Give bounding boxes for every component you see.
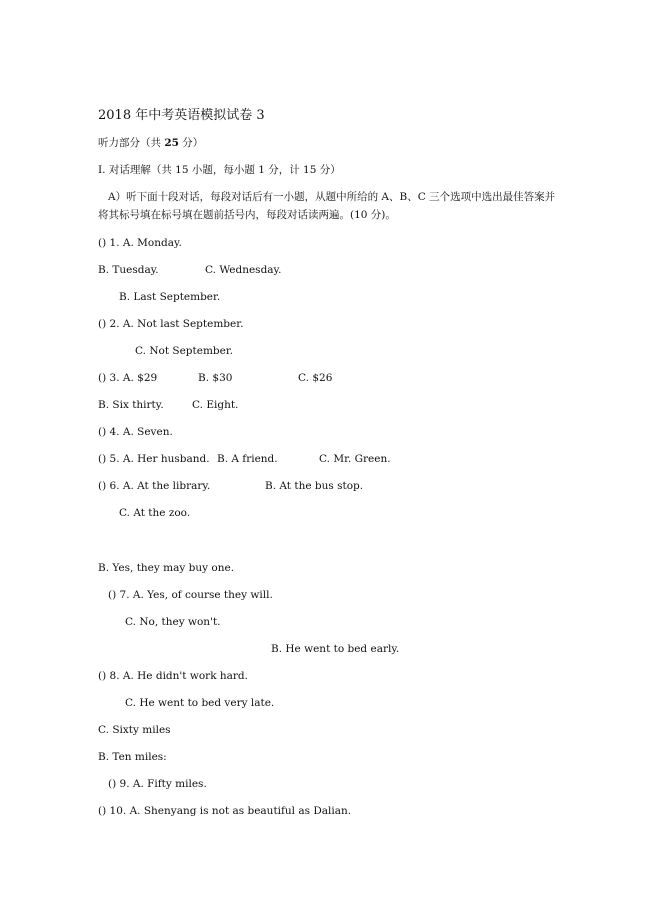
option-line: B. He went to bed early.	[271, 643, 400, 655]
listening-points: 25	[164, 137, 179, 149]
question-1: () 1. A. Monday.	[98, 237, 182, 249]
option-line: C. Eight.	[192, 399, 239, 411]
question-4: () 4. A. Seven.	[98, 426, 173, 438]
listening-header-after: 分）	[178, 137, 204, 149]
exam-title: 2018 年中考英语模拟试卷 3	[98, 108, 265, 123]
option-line: C. Not September.	[135, 345, 234, 357]
question-5: () 5. A. Her husband.	[98, 453, 210, 465]
listening-section-header	[98, 136, 203, 150]
question-9: () 9. A. Fifty miles.	[108, 778, 207, 790]
question-10: () 10. A. Shenyang is not as beautiful as Dalian.	[98, 805, 352, 817]
option-line: B. Tuesday.	[98, 264, 159, 276]
listening-header-before: 听力部分（共	[98, 137, 165, 149]
option-line: B. $30	[198, 372, 233, 384]
option-line: B. At the bus stop.	[265, 480, 364, 492]
option-line: B. Last September.	[119, 291, 221, 303]
option-line: B. Ten miles:	[98, 751, 167, 763]
option-line: C. No, they won't.	[125, 616, 221, 628]
option-line: C. Wednesday.	[205, 264, 282, 276]
option-line: B. Six thirty.	[98, 399, 164, 411]
option-line: C. At the zoo.	[119, 507, 191, 519]
option-line: C. Sixty miles	[98, 724, 171, 736]
option-line: B. Yes, they may buy one.	[98, 562, 235, 574]
option-line: C. $26	[298, 372, 333, 384]
question-7: () 7. A. Yes, of course they will.	[108, 589, 273, 601]
question-6: () 6. A. At the library.	[98, 480, 211, 492]
instructions: A）听下面十段对话，每段对话后有一小题，从题中所给的 A、B、C 三个选项中选出最佳答案并将其标号填在标号填在题前括号内，每段对话读两遍。(10 分)。	[98, 191, 556, 221]
question-8: () 8. A. He didn't work hard.	[98, 670, 248, 682]
option-line: B. A friend.	[217, 453, 278, 465]
option-line: C. He went to bed very late.	[125, 697, 275, 709]
question-2: () 2. A. Not last September.	[98, 318, 244, 330]
section-heading: Ⅰ. 对话理解（共 15 小题，每小题 1 分，计 15 分）	[98, 164, 341, 176]
option-line: C. Mr. Green.	[319, 453, 391, 465]
question-3: () 3. A. $29	[98, 372, 158, 384]
